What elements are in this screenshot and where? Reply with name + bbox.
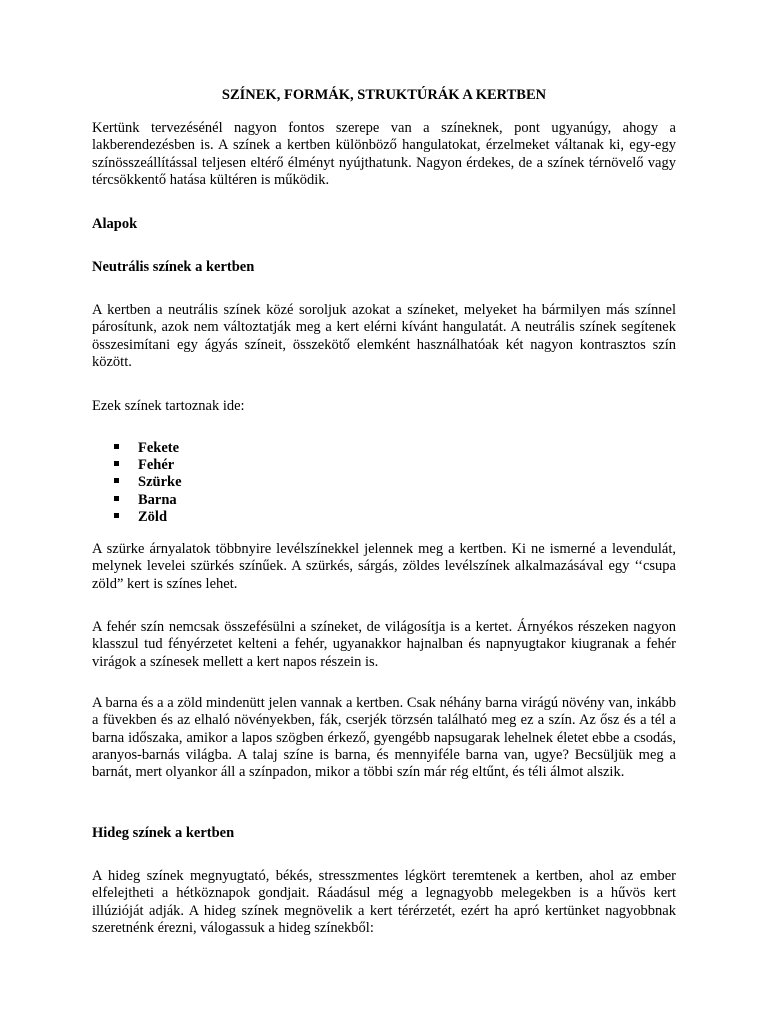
list-item: Szürke (114, 474, 182, 491)
white-paragraph: A fehér szín nemcsak összefésülni a színeket, de világosítja is a kertet. Árnyékos részeken nagyon klasszul tud fényérzetet kelteni a fehér, ugyanakkor hajnalban és napnyugtakor kiugranak a fehér virágok a színesek mellett a kert napos részein is. (92, 619, 676, 670)
cold-paragraph: A hideg színek megnyugtató, békés, stresszmentes légkört teremtenek a kertben, ahol az ember elfelejtheti a hétköznapok gondjait. Ráadásul még a legnagyobb melegekben is a hűvös kert illúzióját adják. A hideg színek megnövelik a kert térérzetét, ezért ha apró kertünket nagyobbnak szeretnénk érezni, válogassuk a hideg színekből: (92, 868, 676, 936)
neutral-paragraph: A kertben a neutrális színek közé soroljuk azokat a színeket, melyeket ha bármilyen más színnel párosítunk, azok nem változtatják meg a kert elérni kívánt hangulatát. A neutrális színek segítenek összesimítani egy ágyás színeit, összekötő elemként használhatóak két nagyon kontrasztos szín között. (92, 302, 676, 370)
neutral-colors-list (114, 440, 182, 526)
bullet-icon (114, 513, 119, 518)
list-item: Fekete (114, 440, 182, 457)
list-item: Barna (114, 492, 182, 509)
list-item: Zöld (114, 509, 182, 526)
brown-paragraph: A barna és a a zöld mindenütt jelen vannak a kertben. Csak néhány barna virágú növény van, inkább a füvekben és az elhaló növényekben, fák, cserjék törzsén található meg ez a szín. Az ősz és a tél a barna időszaka, amikor a lapos szögben érkező, gyengébb napsugarak lehelnek életet ebbe a csodás, aranyos-barnás világba. A talaj színe is barna, és mennyiféle barna van, ugye? Becsüljük meg a barnát, mert olyankor áll a színpadon, mikor a többi szín már rég eltűnt, és téli álmot alszik. (92, 695, 676, 781)
bullet-icon (114, 461, 119, 466)
list-item: Fehér (114, 457, 182, 474)
intro-paragraph: Kertünk tervezésénél nagyon fontos szerepe van a színeknek, pont ugyanúgy, ahogy a lakberendezésben is. A színek a kertben különböző hangulatokat, érzelmeket váltanak ki, egy-egy színösszeállítással teljesen eltérő élményt nyújthatunk. Nagyon érdekes, de a színek térnövelő vagy tércsökkentő hatása kültéren is működik. (92, 120, 676, 188)
section-heading-basics: Alapok (92, 216, 138, 232)
section-heading-cold: Hideg színek a kertben (92, 825, 235, 841)
bullet-icon (114, 478, 119, 483)
grey-paragraph: A szürke árnyalatok többnyire levélszínekkel jelennek meg a kertben. Ki ne ismerné a levendulát, melynek levelei szürkés színűek. A szürkés, sárgás, zöldes levélszínek alkalmazásával egy ‘‘csupa zöld” kert is színes lehet. (92, 541, 676, 592)
document-title: SZÍNEK, FORMÁK, STRUKTÚRÁK A KERTBEN (221, 87, 547, 103)
bullet-icon (114, 444, 119, 449)
bullet-icon (114, 496, 119, 501)
list-intro: Ezek színek tartoznak ide: (92, 398, 245, 414)
section-heading-neutral: Neutrális színek a kertben (92, 259, 255, 275)
